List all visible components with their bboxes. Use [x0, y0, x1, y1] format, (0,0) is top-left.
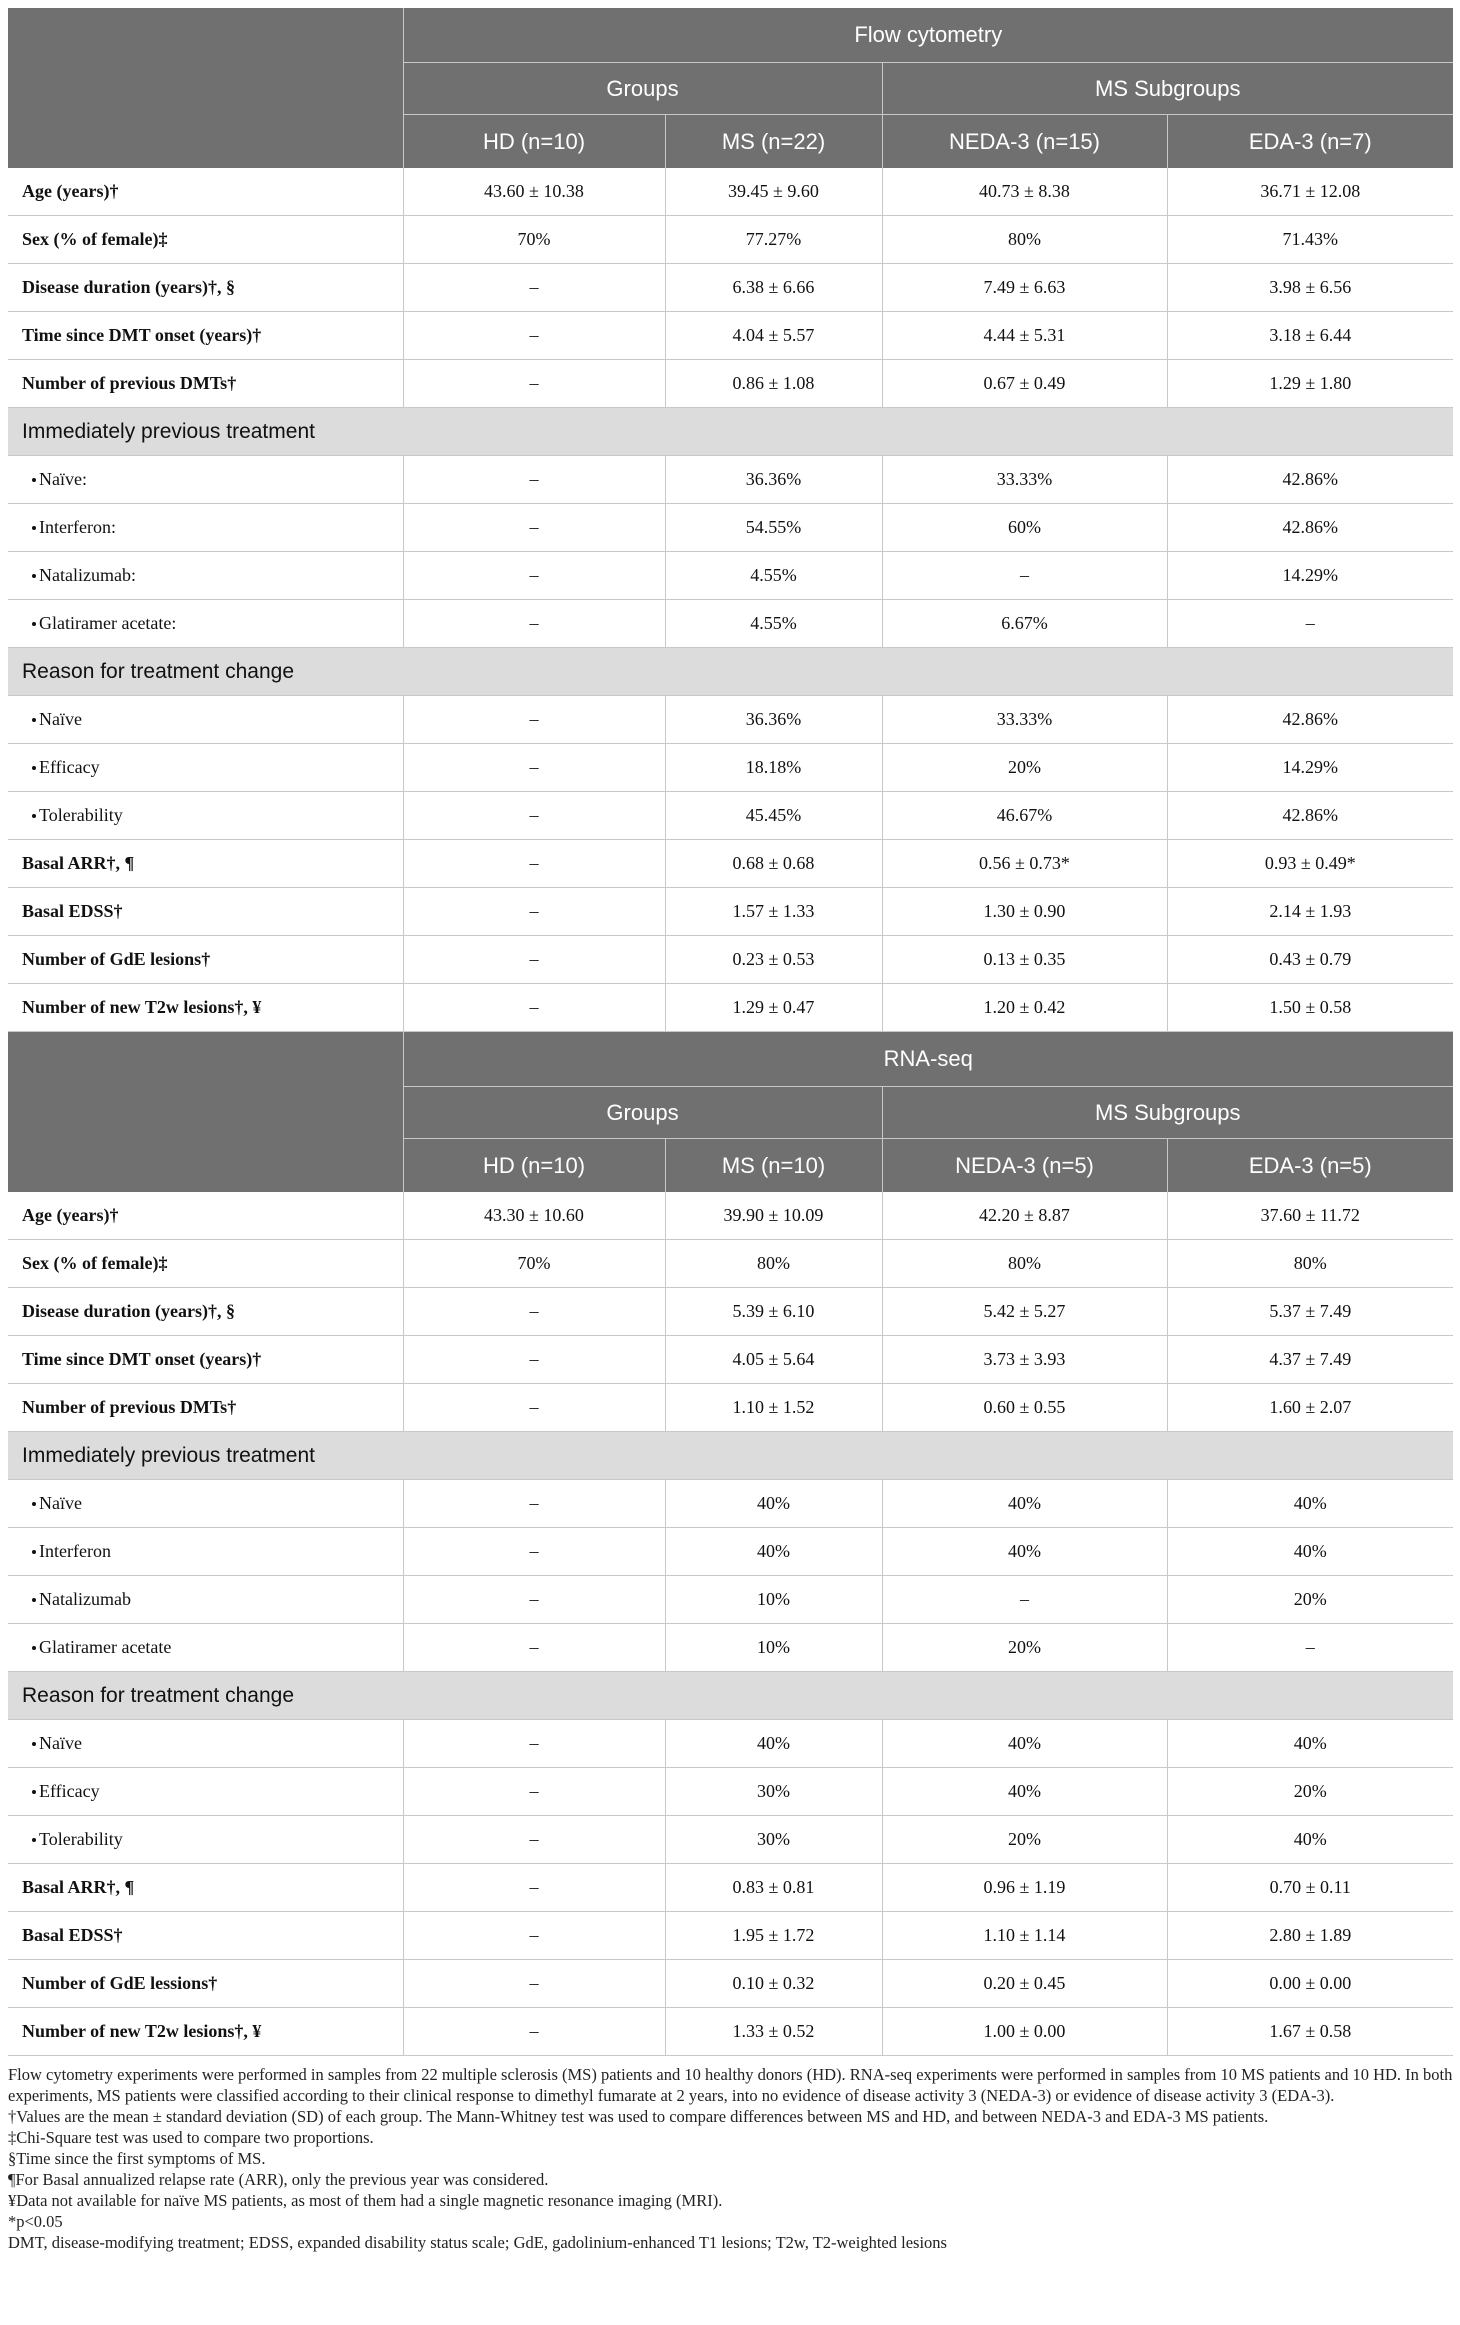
table-cell: 7.49 ± 6.63 [882, 264, 1167, 312]
table-cell: 0.00 ± 0.00 [1167, 1960, 1453, 2008]
table-cell: 39.45 ± 9.60 [665, 168, 882, 216]
row-label-text: Naïve: [39, 469, 87, 489]
table-footnotes [8, 2064, 1453, 2253]
row-label [8, 1816, 403, 1864]
table-cell: 0.23 ± 0.53 [665, 936, 882, 984]
table-cell: 80% [882, 1240, 1167, 1288]
row-label [8, 888, 403, 936]
table-cell: – [403, 600, 665, 648]
table-cell: – [403, 1720, 665, 1768]
row-label-text: Interferon: [39, 517, 116, 537]
table-row [8, 1864, 1453, 1912]
table-row [8, 216, 1453, 264]
footnote: §Time since the first symptoms of MS. [8, 2149, 266, 2168]
table-cell: – [403, 1384, 665, 1432]
row-label [8, 1768, 403, 1816]
table-cell: – [403, 504, 665, 552]
row-label-text: Time since DMT onset (years)† [22, 325, 262, 345]
row-label [8, 504, 403, 552]
table-cell: – [403, 312, 665, 360]
table-cell: 4.05 ± 5.64 [665, 1336, 882, 1384]
table-cell: – [403, 456, 665, 504]
row-label [8, 1384, 403, 1432]
row-label [8, 552, 403, 600]
subsection-header-row [8, 1432, 1453, 1480]
row-label-text: Disease duration (years)†, § [22, 1301, 235, 1321]
table-cell: 1.00 ± 0.00 [882, 2008, 1167, 2056]
table-cell: 5.42 ± 5.27 [882, 1288, 1167, 1336]
footnote: †Values are the mean ± standard deviation (SD) of each group. The Mann-Whitney test was used to compare differences between MS and HD, and between NEDA-3 and EDA-3 MS patients. [8, 2107, 1269, 2126]
bullet-icon [32, 526, 36, 530]
row-label-text: Tolerability [39, 805, 123, 825]
table-row [8, 264, 1453, 312]
header-blank-cell [8, 1032, 403, 1087]
table-row [8, 1720, 1453, 1768]
bullet-icon [32, 766, 36, 770]
table-cell: 42.86% [1167, 696, 1453, 744]
row-label [8, 1960, 403, 2008]
table-cell: 54.55% [665, 504, 882, 552]
table-row [8, 600, 1453, 648]
row-label [8, 312, 403, 360]
table-cell: 30% [665, 1816, 882, 1864]
table-cell: 2.14 ± 1.93 [1167, 888, 1453, 936]
table-row [8, 888, 1453, 936]
row-label-text: Disease duration (years)†, § [22, 277, 235, 297]
bullet-icon [32, 1742, 36, 1746]
table-row [8, 360, 1453, 408]
table-row [8, 1768, 1453, 1816]
column-header: NEDA-3 (n=15) [882, 115, 1167, 169]
table-cell: 1.33 ± 0.52 [665, 2008, 882, 2056]
table-cell: 4.55% [665, 552, 882, 600]
bullet-icon [32, 1502, 36, 1506]
table-row [8, 696, 1453, 744]
row-label [8, 1720, 403, 1768]
table-row [8, 936, 1453, 984]
row-label-text: Naïve [39, 1493, 82, 1513]
row-label-text: Interferon [39, 1541, 111, 1561]
row-label [8, 360, 403, 408]
table-row [8, 1384, 1453, 1432]
row-label [8, 984, 403, 1032]
header-blank-cell [8, 115, 403, 169]
table-cell: 18.18% [665, 744, 882, 792]
column-header: MS (n=22) [665, 115, 882, 169]
table-cell: 20% [882, 744, 1167, 792]
table-cell: 3.18 ± 6.44 [1167, 312, 1453, 360]
table-row [8, 984, 1453, 1032]
table-cell: – [403, 1912, 665, 1960]
table-row [8, 1912, 1453, 1960]
table-row [8, 504, 1453, 552]
section-header-row [8, 8, 1453, 63]
section-title: RNA-seq [403, 1032, 1453, 1087]
table-row [8, 312, 1453, 360]
table-cell: 1.29 ± 0.47 [665, 984, 882, 1032]
subsection-title: Reason for treatment change [8, 648, 1453, 696]
subsection-title: Immediately previous treatment [8, 1432, 1453, 1480]
group-header-row [8, 63, 1453, 115]
table-row [8, 552, 1453, 600]
table-cell: – [403, 1528, 665, 1576]
row-label [8, 168, 403, 216]
table-row [8, 1240, 1453, 1288]
row-label-text: Glatiramer acetate: [39, 613, 177, 633]
bullet-icon [32, 1598, 36, 1602]
table-cell: 1.67 ± 0.58 [1167, 2008, 1453, 2056]
table-row [8, 840, 1453, 888]
table-cell: 39.90 ± 10.09 [665, 1192, 882, 1240]
subsection-header-row [8, 1672, 1453, 1720]
column-header: EDA-3 (n=5) [1167, 1139, 1453, 1193]
column-header: HD (n=10) [403, 115, 665, 169]
row-label-text: Tolerability [39, 1829, 123, 1849]
table-cell: 42.86% [1167, 792, 1453, 840]
row-label [8, 1192, 403, 1240]
table-row [8, 1336, 1453, 1384]
table-cell: – [403, 1864, 665, 1912]
bullet-icon [32, 1646, 36, 1650]
table-row [8, 1576, 1453, 1624]
row-label-text: Sex (% of female)‡ [22, 229, 168, 249]
table-row [8, 1480, 1453, 1528]
table-cell: 2.80 ± 1.89 [1167, 1912, 1453, 1960]
table-cell: 40% [665, 1480, 882, 1528]
table-cell: 40% [1167, 1720, 1453, 1768]
row-label [8, 1864, 403, 1912]
table-cell: 70% [403, 216, 665, 264]
section-header-row [8, 1032, 1453, 1087]
table-cell: 43.30 ± 10.60 [403, 1192, 665, 1240]
row-label [8, 1528, 403, 1576]
row-label [8, 936, 403, 984]
table-row [8, 1288, 1453, 1336]
bullet-icon [32, 1550, 36, 1554]
table-cell: 0.56 ± 0.73* [882, 840, 1167, 888]
table-cell: 20% [1167, 1768, 1453, 1816]
table-cell: 3.98 ± 6.56 [1167, 264, 1453, 312]
row-label [8, 2008, 403, 2056]
table-cell: – [403, 2008, 665, 2056]
table-cell: 40% [665, 1528, 882, 1576]
table-cell: 0.10 ± 0.32 [665, 1960, 882, 2008]
column-header-row [8, 1139, 1453, 1193]
table-cell: – [403, 696, 665, 744]
table-cell: 20% [882, 1816, 1167, 1864]
row-label-text: Efficacy [39, 1781, 100, 1801]
table-container [8, 8, 1453, 2253]
row-label-text: Basal EDSS† [22, 1925, 123, 1945]
table-cell: 43.60 ± 10.38 [403, 168, 665, 216]
table-cell: 42.86% [1167, 456, 1453, 504]
row-label [8, 1480, 403, 1528]
table-cell: 14.29% [1167, 744, 1453, 792]
row-label [8, 1288, 403, 1336]
group-header-row [8, 1087, 1453, 1139]
table-cell: 42.20 ± 8.87 [882, 1192, 1167, 1240]
table-cell: – [882, 552, 1167, 600]
table-cell: 71.43% [1167, 216, 1453, 264]
table-row [8, 1192, 1453, 1240]
table-cell: 70% [403, 1240, 665, 1288]
table-cell: 1.10 ± 1.14 [882, 1912, 1167, 1960]
row-label-text: Number of new T2w lesions†, ¥ [22, 2021, 262, 2041]
table-cell: 5.37 ± 7.49 [1167, 1288, 1453, 1336]
table-cell: 1.29 ± 1.80 [1167, 360, 1453, 408]
table-cell: – [403, 1288, 665, 1336]
row-label-text: Basal EDSS† [22, 901, 123, 921]
row-label [8, 1336, 403, 1384]
row-label [8, 216, 403, 264]
footnote: Flow cytometry experiments were performed in samples from 22 multiple sclerosis (MS) patients and 10 healthy donors (HD). RNA-seq experiments were performed in samples from 10 MS patients and 10 HD. In both experiments, MS patients were classified according to their clinical response to dimethyl fumarate at 2 years, into no evidence of disease activity 3 (NEDA-3) or evidence of disease activity 3 (EDA-3). [8, 2065, 1453, 2105]
row-label [8, 792, 403, 840]
row-label-text: Age (years)† [22, 181, 119, 201]
table-cell: 0.83 ± 0.81 [665, 1864, 882, 1912]
table-cell: 1.95 ± 1.72 [665, 1912, 882, 1960]
table-cell: – [403, 936, 665, 984]
column-header: NEDA-3 (n=5) [882, 1139, 1167, 1193]
row-label [8, 744, 403, 792]
table-cell: – [403, 888, 665, 936]
table-cell: – [403, 1576, 665, 1624]
table-cell: – [882, 1576, 1167, 1624]
table-cell: 45.45% [665, 792, 882, 840]
row-label-text: Natalizumab [39, 1589, 131, 1609]
row-label-text: Basal ARR†, ¶ [22, 1877, 135, 1897]
row-label-text: Glatiramer acetate [39, 1637, 172, 1657]
table-row [8, 2008, 1453, 2056]
table-cell: 1.10 ± 1.52 [665, 1384, 882, 1432]
table-cell: 36.71 ± 12.08 [1167, 168, 1453, 216]
header-blank-cell [8, 1139, 403, 1193]
subsection-header-row [8, 648, 1453, 696]
row-label [8, 600, 403, 648]
column-header-row [8, 115, 1453, 169]
table-cell: 40% [665, 1720, 882, 1768]
table-cell: 40.73 ± 8.38 [882, 168, 1167, 216]
table-cell: 40% [1167, 1480, 1453, 1528]
subgroups-header: MS Subgroups [882, 63, 1453, 115]
row-label [8, 1912, 403, 1960]
table-row [8, 456, 1453, 504]
table-row [8, 1528, 1453, 1576]
footnote: ‡Chi-Square test was used to compare two proportions. [8, 2128, 374, 2147]
header-blank-cell [8, 8, 403, 63]
row-label [8, 1624, 403, 1672]
table-cell: 4.55% [665, 600, 882, 648]
table-row [8, 168, 1453, 216]
table-cell: 33.33% [882, 456, 1167, 504]
table-cell: 5.39 ± 6.10 [665, 1288, 882, 1336]
table-row [8, 744, 1453, 792]
header-blank-cell [8, 63, 403, 115]
bullet-icon [32, 814, 36, 818]
table-cell: 40% [882, 1480, 1167, 1528]
table-cell: – [403, 264, 665, 312]
table-cell: 40% [1167, 1816, 1453, 1864]
table-row [8, 792, 1453, 840]
table-cell: 0.93 ± 0.49* [1167, 840, 1453, 888]
table-cell: – [403, 792, 665, 840]
table-cell: 40% [882, 1528, 1167, 1576]
table-cell: 0.20 ± 0.45 [882, 1960, 1167, 2008]
table-cell: 0.67 ± 0.49 [882, 360, 1167, 408]
row-label-text: Efficacy [39, 757, 100, 777]
row-label-text: Naïve [39, 1733, 82, 1753]
row-label [8, 264, 403, 312]
table-cell: 80% [665, 1240, 882, 1288]
table-cell: 46.67% [882, 792, 1167, 840]
table-cell: – [403, 360, 665, 408]
footnote: ¥Data not available for naïve MS patients, as most of them had a single magnetic resonance imaging (MRI). [8, 2191, 723, 2210]
table-cell: 0.96 ± 1.19 [882, 1864, 1167, 1912]
column-header: EDA-3 (n=7) [1167, 115, 1453, 169]
table-cell: – [403, 1480, 665, 1528]
table-cell: – [403, 552, 665, 600]
footnote: ¶For Basal annualized relapse rate (ARR), only the previous year was considered. [8, 2170, 549, 2189]
row-label-text: Age (years)† [22, 1205, 119, 1225]
row-label-text: Natalizumab: [39, 565, 136, 585]
table-cell: – [403, 1336, 665, 1384]
groups-header: Groups [403, 1087, 882, 1139]
row-label-text: Number of previous DMTs† [22, 1397, 237, 1417]
table-cell: 20% [1167, 1576, 1453, 1624]
row-label [8, 1240, 403, 1288]
table-cell: 0.70 ± 0.11 [1167, 1864, 1453, 1912]
row-label-text: Naïve [39, 709, 82, 729]
table-cell: 1.50 ± 0.58 [1167, 984, 1453, 1032]
table-cell: 40% [882, 1768, 1167, 1816]
header-blank-cell [8, 1087, 403, 1139]
bullet-icon [32, 1838, 36, 1842]
table-cell: 37.60 ± 11.72 [1167, 1192, 1453, 1240]
table-cell: 4.04 ± 5.57 [665, 312, 882, 360]
table-cell: 60% [882, 504, 1167, 552]
row-label [8, 696, 403, 744]
table-cell: 80% [882, 216, 1167, 264]
table-cell: 0.60 ± 0.55 [882, 1384, 1167, 1432]
table-cell: 80% [1167, 1240, 1453, 1288]
column-header: MS (n=10) [665, 1139, 882, 1193]
table-cell: 6.38 ± 6.66 [665, 264, 882, 312]
table-cell: – [403, 1768, 665, 1816]
bullet-icon [32, 478, 36, 482]
row-label-text: Number of new T2w lesions†, ¥ [22, 997, 262, 1017]
footnote: DMT, disease-modifying treatment; EDSS, expanded disability status scale; GdE, gadolinium-enhanced T1 lesions; T2w, T2-weighted lesions [8, 2233, 947, 2252]
bullet-icon [32, 574, 36, 578]
demographics-table [8, 8, 1453, 2056]
table-cell: 1.20 ± 0.42 [882, 984, 1167, 1032]
table-row [8, 1960, 1453, 2008]
table-cell: – [403, 1960, 665, 2008]
table-cell: – [403, 1816, 665, 1864]
subsection-title: Reason for treatment change [8, 1672, 1453, 1720]
row-label-text: Number of previous DMTs† [22, 373, 237, 393]
subgroups-header: MS Subgroups [882, 1087, 1453, 1139]
table-cell: 14.29% [1167, 552, 1453, 600]
table-cell: 40% [882, 1720, 1167, 1768]
table-cell: 1.57 ± 1.33 [665, 888, 882, 936]
groups-header: Groups [403, 63, 882, 115]
row-label-text: Basal ARR†, ¶ [22, 853, 135, 873]
subsection-title: Immediately previous treatment [8, 408, 1453, 456]
table-cell: 10% [665, 1576, 882, 1624]
table-cell: 0.68 ± 0.68 [665, 840, 882, 888]
table-row [8, 1816, 1453, 1864]
table-cell: 0.86 ± 1.08 [665, 360, 882, 408]
row-label [8, 1576, 403, 1624]
row-label-text: Number of GdE lesions† [22, 949, 211, 969]
bullet-icon [32, 1790, 36, 1794]
table-cell: 42.86% [1167, 504, 1453, 552]
section-title: Flow cytometry [403, 8, 1453, 63]
row-label-text: Number of GdE lessions† [22, 1973, 218, 1993]
column-header: HD (n=10) [403, 1139, 665, 1193]
table-cell: 1.30 ± 0.90 [882, 888, 1167, 936]
table-row [8, 1624, 1453, 1672]
table-cell: 4.37 ± 7.49 [1167, 1336, 1453, 1384]
subsection-header-row [8, 408, 1453, 456]
table-cell: 0.13 ± 0.35 [882, 936, 1167, 984]
row-label [8, 840, 403, 888]
table-cell: – [403, 840, 665, 888]
table-cell: 1.60 ± 2.07 [1167, 1384, 1453, 1432]
table-cell: 0.43 ± 0.79 [1167, 936, 1453, 984]
row-label-text: Sex (% of female)‡ [22, 1253, 168, 1273]
table-cell: 3.73 ± 3.93 [882, 1336, 1167, 1384]
table-cell: 77.27% [665, 216, 882, 264]
row-label-text: Time since DMT onset (years)† [22, 1349, 262, 1369]
table-cell: – [403, 744, 665, 792]
table-cell: – [403, 1624, 665, 1672]
table-cell: – [1167, 1624, 1453, 1672]
table-cell: 6.67% [882, 600, 1167, 648]
table-cell: – [1167, 600, 1453, 648]
table-cell: 10% [665, 1624, 882, 1672]
table-cell: 33.33% [882, 696, 1167, 744]
table-cell: 30% [665, 1768, 882, 1816]
table-cell: 36.36% [665, 456, 882, 504]
bullet-icon [32, 622, 36, 626]
table-cell: – [403, 984, 665, 1032]
table-cell: 36.36% [665, 696, 882, 744]
footnote: *p<0.05 [8, 2212, 63, 2231]
bullet-icon [32, 718, 36, 722]
row-label [8, 456, 403, 504]
table-cell: 4.44 ± 5.31 [882, 312, 1167, 360]
table-cell: 20% [882, 1624, 1167, 1672]
table-cell: 40% [1167, 1528, 1453, 1576]
